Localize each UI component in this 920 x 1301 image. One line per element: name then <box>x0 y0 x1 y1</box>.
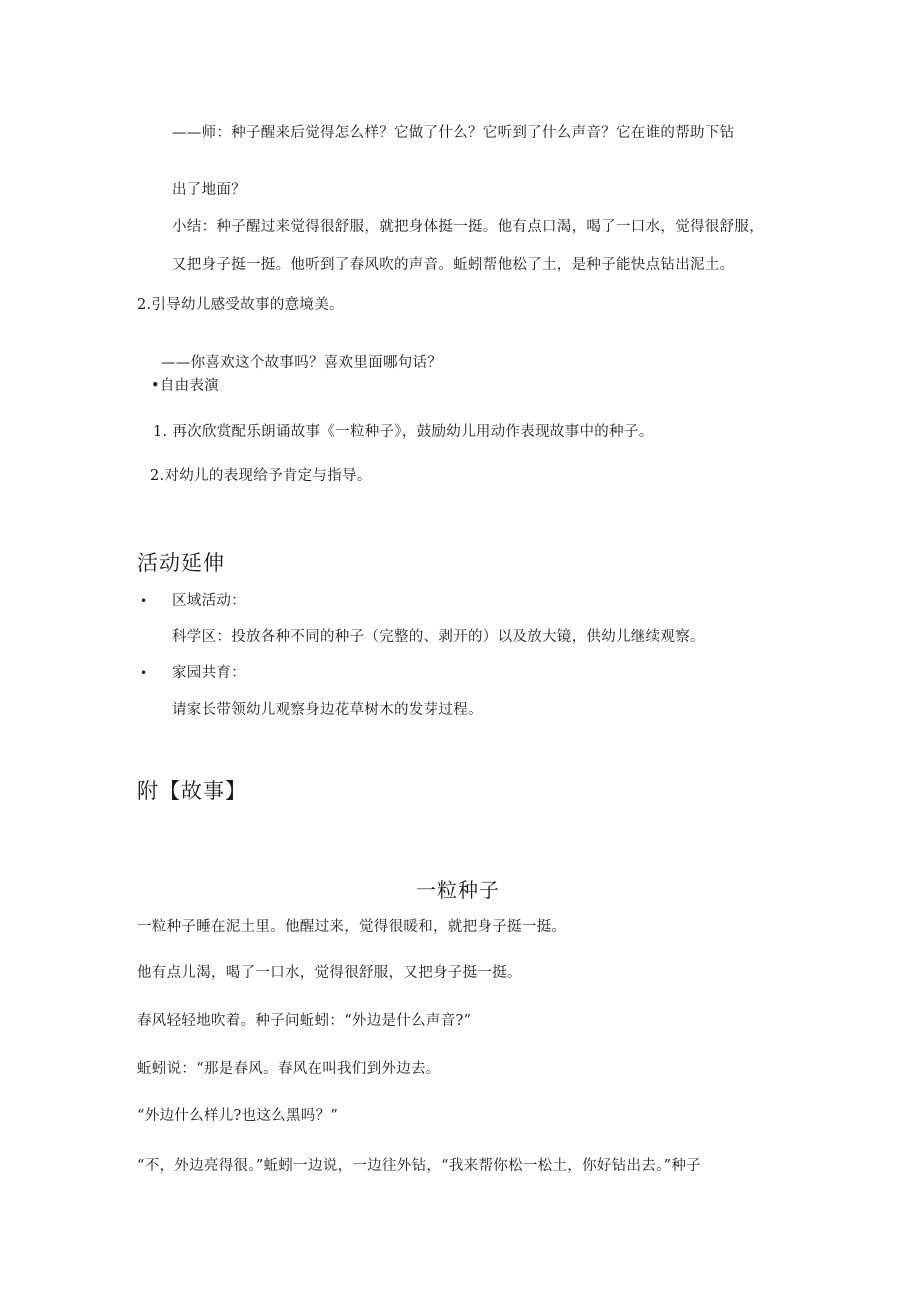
story-title: 一粒种子 <box>416 878 500 902</box>
story-paragraph: 蚯蚓说：“那是春风。春风在叫我们到外边去。 <box>137 1061 441 1077</box>
story-paragraph: 他有点儿渴，喝了一口水，觉得很舒服，又把身子挺一挺。 <box>137 965 522 981</box>
step-2-title: 2.引导幼儿感受故事的意境美。 <box>137 297 344 313</box>
extension-heading: 活动延伸 <box>137 551 225 575</box>
area-activity-text: 科学区：投放各种不同的种子（完整的、剥开的）以及放大镜，供幼儿继续观察。 <box>172 629 705 645</box>
story-paragraph: 春风轻轻地吹着。种子问蚯蚓：“外边是什么声音?” <box>137 1013 472 1029</box>
summary-line-1: 小结：种子醒过来觉得很舒服，就把身体挺一挺。他有点口渴，喝了一口水，觉得很舒服， <box>172 219 764 235</box>
teacher-question-line-1: ——师：种子醒来后觉得怎么样？它做了什么？它听到了什么声音？它在谁的帮助下钻 <box>172 125 735 141</box>
home-cooperation-title: 家园共育： <box>172 665 246 681</box>
area-activity-title: 区域活动： <box>172 593 246 609</box>
home-cooperation-text: 请家长带领幼儿观察身边花草树木的发芽过程。 <box>172 702 483 718</box>
free-performance-item-2: 2.对幼儿的表现给予肯定与指导。 <box>150 468 372 484</box>
story-paragraph: “外边什么样儿?也这么黑吗？” <box>137 1108 339 1124</box>
step-2-question: ——你喜欢这个故事吗？喜欢里面哪句话？ <box>161 355 443 371</box>
free-performance-title: •自由表演 <box>151 378 220 394</box>
free-performance-item-1: 1. 再次欣赏配乐朗诵故事《一粒种子》，鼓励幼儿用动作表现故事中的种子。 <box>153 424 654 440</box>
story-paragraph: 一粒种子睡在泥土里。他醒过来，觉得很暖和，就把身子挺一挺。 <box>137 919 567 935</box>
summary-line-2: 又把身子挺一挺。他听到了春风吹的声音。蚯蚓帮他松了土，是种子能快点钻出泥土。 <box>172 257 735 273</box>
teacher-question-line-2: 出了地面？ <box>172 182 246 198</box>
appendix-heading: 附【故事】 <box>137 779 247 803</box>
bullet-icon: • <box>140 666 148 680</box>
bullet-icon: • <box>140 594 148 608</box>
story-paragraph: “不，外边亮得很。”蚯蚓一边说，一边往外钻，“我来帮你松一松土，你好钻出去。”种子 <box>137 1158 701 1174</box>
